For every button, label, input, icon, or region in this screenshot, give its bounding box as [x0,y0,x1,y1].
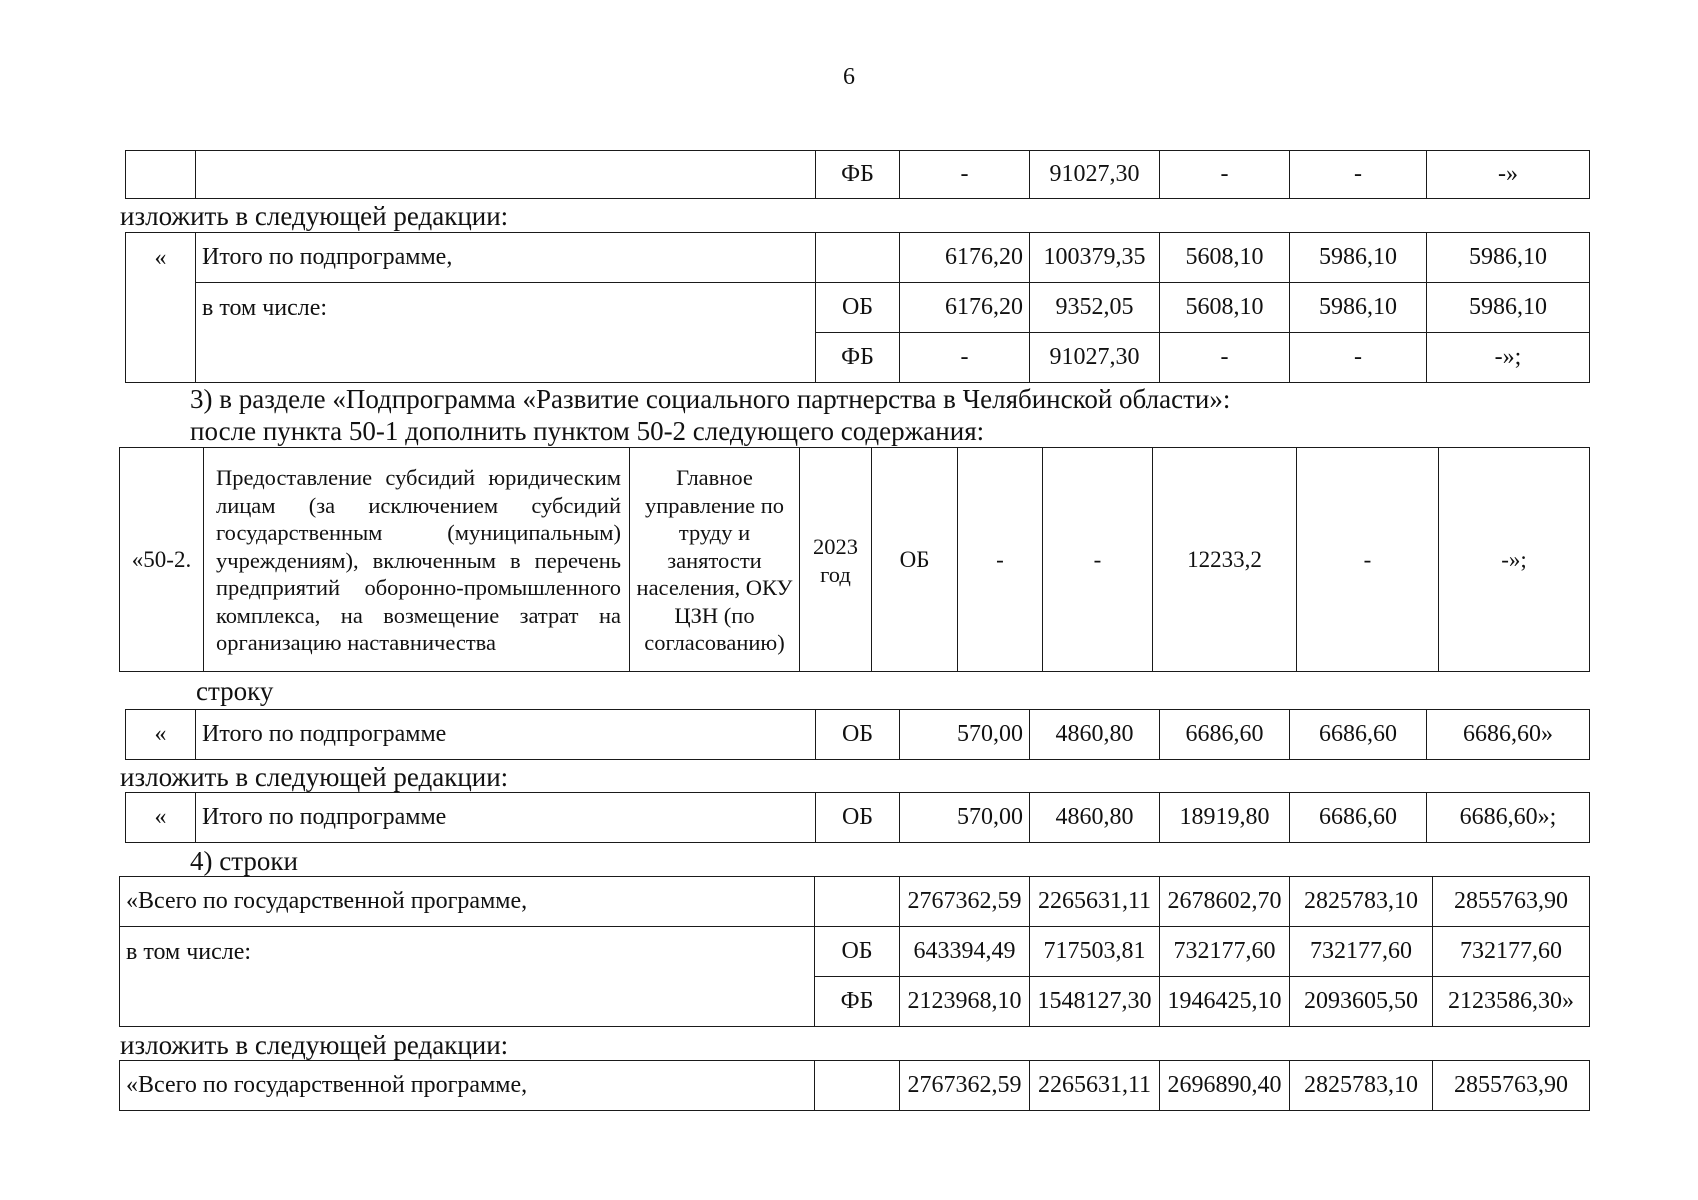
value-cell: 2855763,90 [1433,877,1590,927]
value-cell: 6686,60»; [1427,793,1590,843]
table-row [126,710,1590,760]
item-year: 2023 год [800,448,872,672]
budget-type-cell: ФБ [816,333,900,383]
value-cell: - [900,333,1030,383]
value-cell: - [958,448,1043,672]
table-row [120,448,1590,672]
value-cell: 18919,80 [1160,793,1290,843]
section-3-subheading: после пункта 50-1 дополнить пунктом 50-2 следующего содержания: [190,416,985,446]
value-cell: 2825783,10 [1290,877,1433,927]
value-cell: 5608,10 [1160,233,1290,283]
value-cell: 6686,60 [1290,793,1427,843]
section-3-heading: 3) в разделе «Подпрограмма «Развитие социального партнерства в Челябинской области»: [190,384,1231,414]
value-cell: - [1290,333,1427,383]
text-stroku: строку [196,676,274,706]
section-4-heading: 4) строки [190,846,298,876]
budget-type-cell: ОБ [816,710,900,760]
value-cell: 5986,10 [1427,283,1590,333]
budget-type-cell: ОБ [816,283,900,333]
value-cell: - [1160,333,1290,383]
value-cell: 5986,10 [1427,233,1590,283]
table-subprogram-total [125,232,1590,383]
value-cell: - [1043,448,1153,672]
new-edition-text: изложить в следующей редакции: [120,762,509,792]
value-cell: 12233,2 [1153,448,1297,672]
quote-cell: « [126,233,196,383]
value-cell: -» [1427,151,1590,199]
value-cell: 2767362,59 [900,877,1030,927]
item-number: «50-2. [120,448,204,672]
value-cell: 732177,60 [1290,927,1433,977]
table-row [120,877,1590,927]
value-cell: 2123968,10 [900,977,1030,1027]
value-cell: 9352,05 [1030,283,1160,333]
row-label: «Всего по государственной программе, [120,1061,815,1111]
value-cell: 570,00 [900,710,1030,760]
value-cell: -»; [1427,333,1590,383]
item-executor: Главное управление по труду и занятости населения, ОКУ ЦЗН (по согласованию) [630,448,800,672]
value-cell: 2265631,11 [1030,1061,1160,1111]
budget-type-cell [815,1061,900,1111]
value-cell: 91027,30 [1030,333,1160,383]
value-cell: - [1160,151,1290,199]
value-cell: 643394,49 [900,927,1030,977]
value-cell: 4860,80 [1030,793,1160,843]
item-description: Предоставление субсидий юридическим лицам (за исключением субсидий государственным (муниципальным) учреждениям), включенным в перечень предприятий оборонно-промышленного комплекса, на возмещение затрат на организацию наставничества [204,448,630,672]
value-cell: -»; [1439,448,1590,672]
table-row [120,1061,1590,1111]
value-cell: - [1297,448,1439,672]
budget-type-cell: ОБ [815,927,900,977]
table-row [120,927,1590,977]
value-cell: 717503,81 [1030,927,1160,977]
value-cell: 2123586,30» [1433,977,1590,1027]
table-row [126,233,1590,283]
budget-type-cell: ОБ [872,448,958,672]
value-cell: 6686,60 [1290,710,1427,760]
value-cell: 6686,60 [1160,710,1290,760]
table-program-total-old [119,876,1590,1027]
row-label: Итого по подпрограмме [196,793,816,843]
table-subprogram-old [125,709,1590,760]
value-cell: 2265631,11 [1030,877,1160,927]
value-cell: 5986,10 [1290,233,1427,283]
value-cell: 6686,60» [1427,710,1590,760]
new-edition-text: изложить в следующей редакции: [120,1030,509,1060]
table-row [126,283,1590,333]
value-cell: 1946425,10 [1160,977,1290,1027]
value-cell: 732177,60 [1160,927,1290,977]
row-label: Итого по подпрограмме [196,710,816,760]
budget-type-cell: ФБ [816,151,900,199]
value-cell: 4860,80 [1030,710,1160,760]
value-cell: 91027,30 [1030,151,1160,199]
value-cell: 1548127,30 [1030,977,1160,1027]
table-program-total-new [119,1060,1590,1111]
value-cell: 2696890,40 [1160,1061,1290,1111]
table-fb-fragment [125,150,1590,199]
row-label: Итого по подпрограмме, [196,233,816,283]
row-label: в том числе: [120,927,815,1027]
table-row [126,151,1590,199]
value-cell: 2855763,90 [1433,1061,1590,1111]
table-subprogram-new [125,792,1590,843]
quote-cell: « [126,710,196,760]
row-label: в том числе: [196,283,816,383]
page-number: 6 [843,64,855,90]
budget-type-cell [815,877,900,927]
value-cell: 570,00 [900,793,1030,843]
new-edition-text: изложить в следующей редакции: [120,201,509,231]
value-cell: 5608,10 [1160,283,1290,333]
value-cell: 2767362,59 [900,1061,1030,1111]
value-cell: 5986,10 [1290,283,1427,333]
value-cell: 2825783,10 [1290,1061,1433,1111]
value-cell: - [1290,151,1427,199]
budget-type-cell: ФБ [815,977,900,1027]
value-cell: 6176,20 [900,283,1030,333]
budget-type-cell: ОБ [816,793,900,843]
quote-cell: « [126,793,196,843]
value-cell: 732177,60 [1433,927,1590,977]
table-row [126,793,1590,843]
budget-type-cell [816,233,900,283]
value-cell: 2093605,50 [1290,977,1433,1027]
row-label: «Всего по государственной программе, [120,877,815,927]
value-cell: 6176,20 [900,233,1030,283]
value-cell: 2678602,70 [1160,877,1290,927]
value-cell: 100379,35 [1030,233,1160,283]
table-item-50-2 [119,447,1590,672]
value-cell: - [900,151,1030,199]
